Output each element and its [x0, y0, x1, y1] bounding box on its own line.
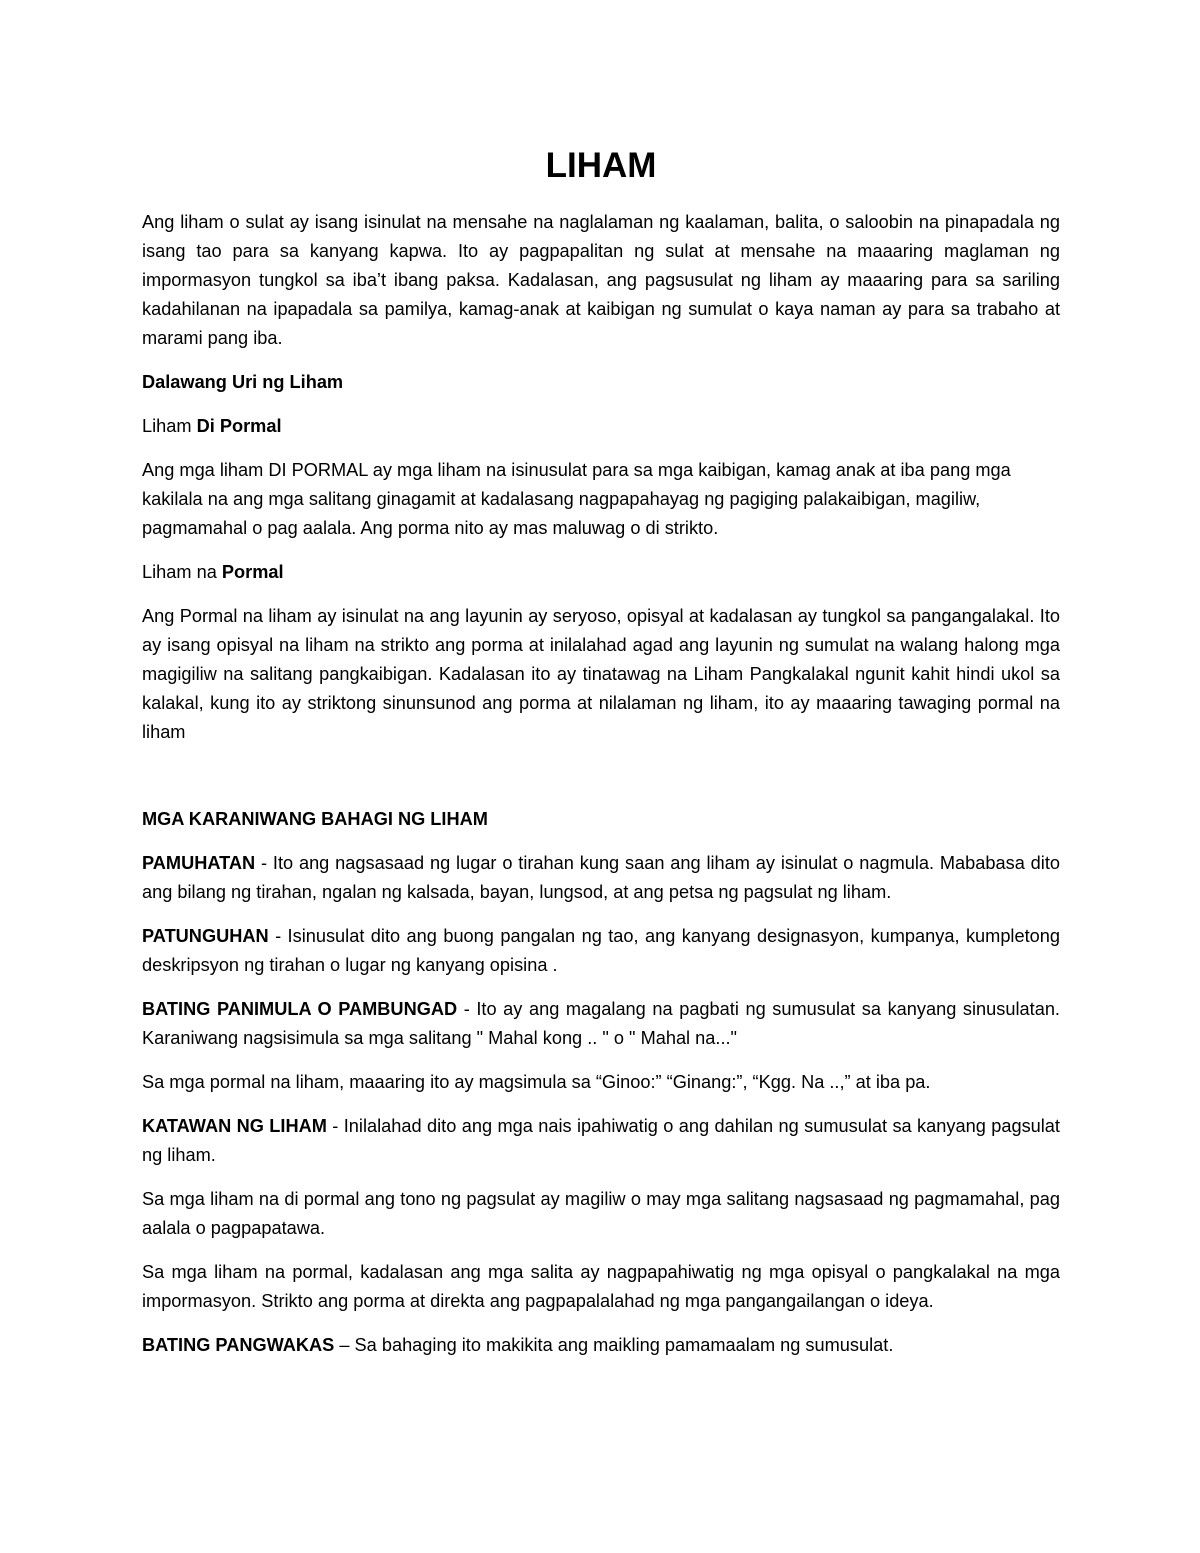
- formal-paragraph: Ang Pormal na liham ay isinulat na ang layunin ay seryoso, opisyal at kadalasan ay tungkol sa pangangalakal. Ito ay isang opisyal na liham na strikto ang porma at inilalahad agad ang layunin ng sumulat na walang halong mga magigiliw na salitang pangkaibigan. Kadalasan ito ay tinatawag na Liham Pangkalakal ngunit kahit hindi ukol sa kalakal, kung ito ay striktong sinunsunod ang porma at nilalaman ng liham, ito ay maaaring tawaging pormal na liham: [142, 606, 1060, 742]
- types-heading-text: Dalawang Uri ng Liham: [142, 372, 344, 392]
- informal-heading-plain: Liham: [142, 416, 197, 436]
- katawan-note-informal: Sa mga liham na di pormal ang tono ng pagsulat ay magiliw o may mga salitang nagsasaad ng pagmamahal, pag aalala o pagpapatawa.: [142, 1189, 1060, 1238]
- pamuhatan-paragraph: [142, 849, 1060, 907]
- patunguhan-term: PATUNGUHAN: [142, 926, 269, 946]
- bating-panimula-text: - Ito ay ang magalang na pagbati ng sumusulat sa kanyang sinusulatan. Karaniwang nagsisimula sa mga salitang " Mahal kong .. " o " Mahal na...": [142, 999, 1060, 1048]
- bating-panimula-term: BATING PANIMULA O PAMBUNGAD: [142, 999, 458, 1019]
- bating-panimula-paragraph: [142, 995, 1060, 1053]
- parts-heading: [142, 805, 1060, 834]
- bating-pangwakas-text: – Sa bahaging ito makikita ang maikling pamamaalam ng sumusulat.: [334, 1335, 894, 1355]
- formal-heading: [142, 558, 1060, 587]
- bating-pangwakas-paragraph: [142, 1331, 1060, 1360]
- patunguhan-paragraph: [142, 922, 1060, 980]
- bating-pangwakas-term: BATING PANGWAKAS: [142, 1335, 335, 1355]
- document-title: LIHAM: [545, 146, 657, 185]
- formal-heading-plain: Liham na: [142, 562, 222, 582]
- informal-heading-bold: Di Pormal: [196, 416, 282, 436]
- types-heading: [142, 368, 1060, 397]
- intro-paragraph: Ang liham o sulat ay isang isinulat na mensahe na naglalaman ng kaalaman, balita, o saloobin na pinapadala ng isang tao para sa kanyang kapwa. Ito ay pagpapalitan ng sulat at mensahe na maaaring maglaman ng impormasyon tungkol sa iba’t ibang paksa. Kadalasan, ang pagsusulat ng liham ay maaaring para sa sariling kadahilanan na ipapadala sa pamilya, kamag-anak at kaibigan ng sumulat o kaya naman ay para sa trabaho at marami pang iba.: [142, 212, 1060, 348]
- patunguhan-text: - Isinusulat dito ang buong pangalan ng tao, ang kanyang designasyon, kumpanya, kumpletong deskripsyon ng tirahan o lugar ng kanyang opisina .: [142, 926, 1060, 975]
- pamuhatan-term: PAMUHATAN: [142, 853, 256, 873]
- katawan-term: KATAWAN NG LIHAM: [142, 1116, 327, 1136]
- informal-paragraph: Ang mga liham DI PORMAL ay mga liham na isinusulat para sa mga kaibigan, kamag anak at iba pang mga kakilala na ang mga salitang ginagamit at kadalasang nagpapahayag ng pagiging palakaibigan, magiliw, pagmamahal o pag aalala. Ang porma nito ay mas maluwag o di strikto.: [142, 460, 1011, 538]
- bating-panimula-note: Sa mga pormal na liham, maaaring ito ay magsimula sa “Ginoo:” “Ginang:”, “Kgg. Na ..,” at iba pa.: [142, 1072, 931, 1092]
- informal-heading: [142, 412, 1060, 441]
- parts-heading-text: MGA KARANIWANG BAHAGI NG LIHAM: [142, 809, 488, 829]
- formal-heading-bold: Pormal: [221, 562, 284, 582]
- katawan-text: - Inilalahad dito ang mga nais ipahiwatig o ang dahilan ng sumusulat sa kanyang pagsulat ng liham.: [142, 1116, 1060, 1165]
- katawan-note-formal: Sa mga liham na pormal, kadalasan ang mga salita ay nagpapahiwatig ng mga opisyal o pangkalakal na mga impormasyon. Strikto ang porma at direkta ang pagpapalalahad ng mga pangangailangan o ideya.: [142, 1262, 1060, 1311]
- katawan-paragraph: [142, 1112, 1060, 1170]
- pamuhatan-text: - Ito ang nagsasaad ng lugar o tirahan kung saan ang liham ay isinulat o nagmula. Mababasa dito ang bilang ng tirahan, ngalan ng kalsada, bayan, lungsod, at ang petsa ng pagsulat ng liham.: [142, 853, 1060, 902]
- document-body: [142, 208, 1060, 1360]
